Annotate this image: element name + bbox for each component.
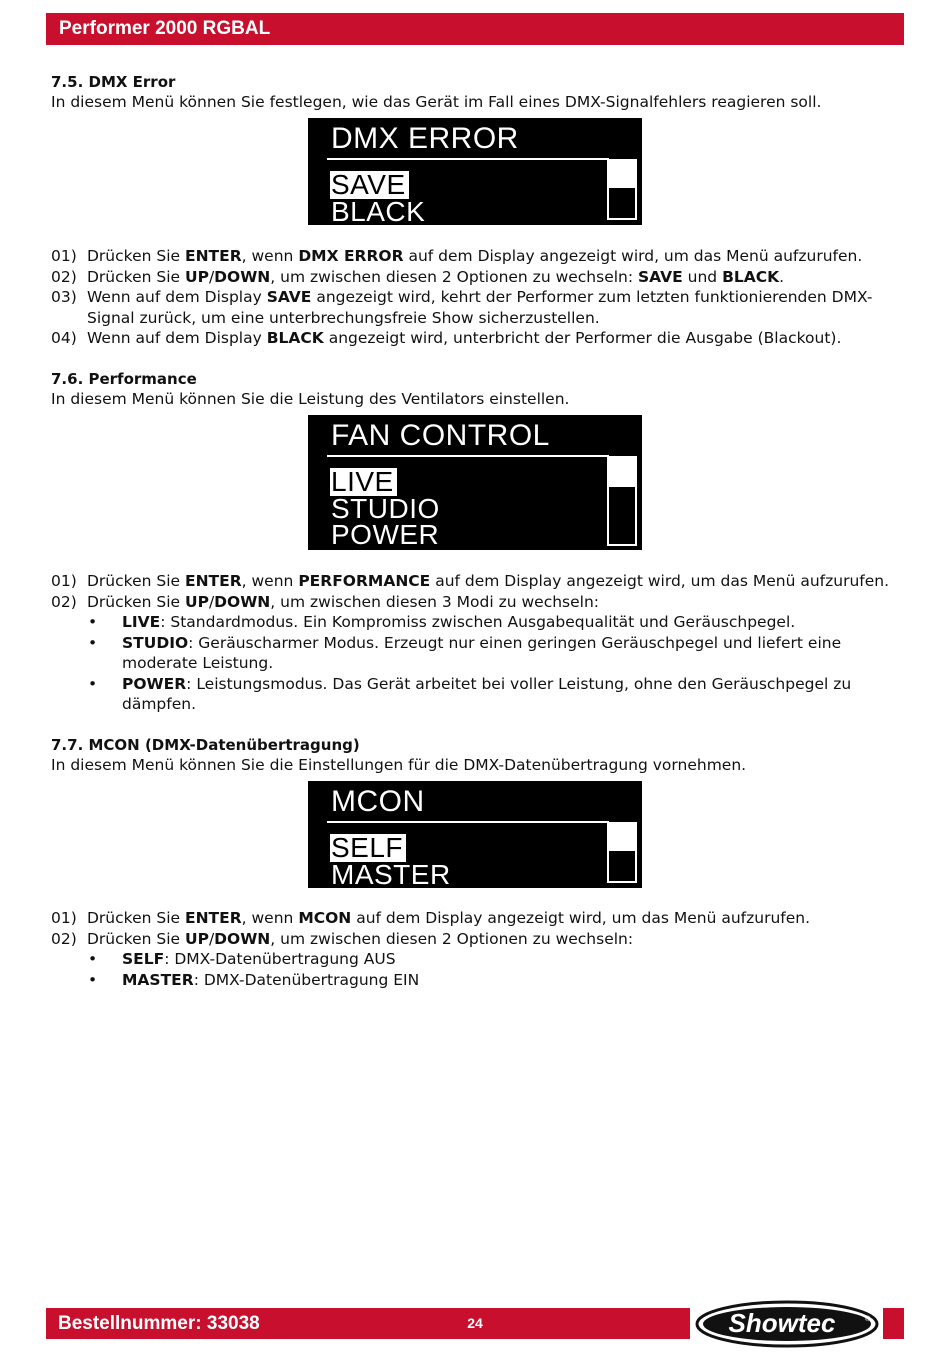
- lcd-title: MCON: [331, 785, 425, 818]
- lcd-option-selected: LIVE: [330, 468, 397, 496]
- lcd-option: POWER: [331, 519, 440, 550]
- list-item: • MASTER: DMX-Datenübertragung EIN: [88, 970, 420, 989]
- step-item: 03) Wenn auf dem Display SAVE angezeigt wird, kehrt der Performer zum letzten funktionierenden DMX-Signal zurück, um eine unterbrechungsfreie Show sicherzustellen.: [51, 288, 873, 327]
- section-title: 7.5. DMX Error: [51, 73, 176, 91]
- steps-performance: [51, 571, 901, 715]
- lcd-scroll-thumb: [609, 458, 635, 487]
- lcd-option-selected: SELF: [330, 834, 406, 862]
- footer-accent: [883, 1308, 904, 1339]
- lcd-option-selected: SAVE: [330, 171, 409, 199]
- step-item: 01) Drücken Sie ENTER, wenn PERFORMANCE auf dem Display angezeigt wird, um das Menü aufzurufen.: [51, 572, 890, 590]
- lcd-divider: [327, 158, 609, 160]
- logo-text: Showtec: [728, 1308, 836, 1338]
- section-intro: In diesem Menü können Sie festlegen, wie das Gerät im Fall eines DMX-Signalfehlers reagieren soll.: [51, 93, 822, 111]
- section-dmx-error: [51, 72, 901, 112]
- bullet-list: [51, 612, 901, 715]
- lcd-divider: [327, 821, 609, 823]
- lcd-mcon: [308, 781, 642, 888]
- header-title: Performer 2000 RGBAL: [59, 18, 271, 39]
- step-item: 02) Drücken Sie UP/DOWN, um zwischen diesen 2 Optionen zu wechseln:: [51, 929, 634, 948]
- lcd-scrollbar: [607, 456, 637, 546]
- page-number: 24: [467, 1315, 483, 1331]
- step-item: 01) Drücken Sie ENTER, wenn MCON auf dem Display angezeigt wird, um das Menü aufzurufen.: [51, 909, 811, 927]
- lcd-fan-control: [308, 415, 642, 550]
- section-mcon: [51, 735, 901, 775]
- lcd-option: STUDIO: [331, 493, 440, 524]
- showtec-logo-icon: [694, 1299, 880, 1349]
- logo-registered-mark: ®: [865, 1316, 871, 1323]
- lcd-scrollbar: [607, 822, 637, 883]
- section-title: 7.6. Performance: [51, 370, 197, 388]
- lcd-dmx-error: [308, 118, 642, 225]
- lcd-title: FAN CONTROL: [331, 419, 550, 452]
- lcd-scrollbar: [607, 159, 637, 220]
- section-title: 7.7. MCON (DMX-Datenübertragung): [51, 736, 360, 754]
- step-item: 02) Drücken Sie UP/DOWN, um zwischen diesen 2 Optionen zu wechseln: SAVE und BLACK.: [51, 267, 785, 286]
- steps-mcon: [51, 908, 901, 990]
- list-item: • POWER: Leistungsmodus. Das Gerät arbeitet bei voller Leistung, ohne den Geräuschpegel zu dämpfen.: [88, 674, 852, 713]
- section-intro: In diesem Menü können Sie die Einstellungen für die DMX-Datenübertragung vornehmen.: [51, 756, 747, 774]
- list-item: • SELF: DMX-Datenübertragung AUS: [88, 950, 396, 968]
- lcd-title: DMX ERROR: [331, 122, 519, 155]
- page-header: [46, 13, 904, 45]
- lcd-scroll-thumb: [609, 161, 635, 188]
- steps-dmx-error: [51, 246, 901, 349]
- order-number: Bestellnummer: 33038: [58, 1313, 260, 1334]
- step-item: 02) Drücken Sie UP/DOWN, um zwischen diesen 3 Modi zu wechseln:: [51, 592, 599, 611]
- list-item: • LIVE: Standardmodus. Ein Kompromiss zwischen Ausgabequalität und Geräuschpegel.: [88, 613, 796, 631]
- step-item: 04) Wenn auf dem Display BLACK angezeigt wird, unterbricht der Performer die Ausgabe (Blackout).: [51, 329, 842, 347]
- bullet-list: [51, 949, 901, 990]
- list-item: • STUDIO: Geräuscharmer Modus. Erzeugt nur einen geringen Geräuschpegel und liefert eine moderate Leistung.: [88, 633, 842, 672]
- lcd-option: BLACK: [331, 196, 426, 227]
- section-intro: In diesem Menü können Sie die Leistung des Ventilators einstellen.: [51, 390, 570, 408]
- step-item: 01) Drücken Sie ENTER, wenn DMX ERROR auf dem Display angezeigt wird, um das Menü aufzurufen.: [51, 247, 863, 265]
- lcd-option: MASTER: [331, 859, 451, 890]
- lcd-scroll-thumb: [609, 824, 635, 851]
- section-performance: [51, 369, 901, 409]
- lcd-divider: [327, 455, 609, 457]
- page-footer: [46, 1308, 690, 1339]
